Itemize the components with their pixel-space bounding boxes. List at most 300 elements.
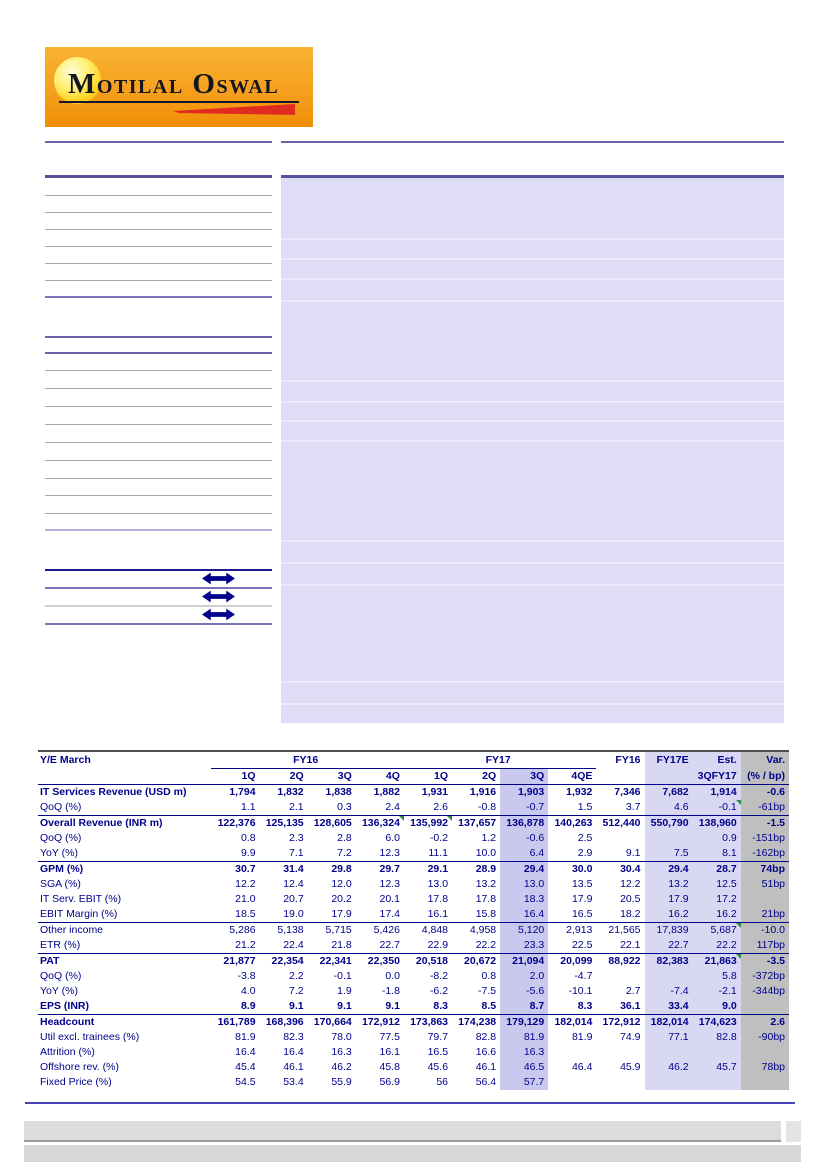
cell-r16-c8: 74.9 (620, 1031, 641, 1043)
cell-r3-c8 (596, 831, 644, 846)
panel-row-line (281, 703, 784, 705)
cell-r6-c2: 12.0 (331, 878, 352, 890)
table-row (38, 1015, 789, 1031)
cell-r1-c3: 2.4 (356, 800, 404, 816)
cell-r3-c1: 2.3 (289, 832, 304, 844)
divider-line (45, 587, 272, 589)
cell-r19-c4: 56 (436, 1076, 449, 1088)
cell-r0-c6: 1,903 (500, 785, 548, 801)
annual-header: Est. (693, 751, 741, 769)
cell-r1-c5: -0.8 (452, 800, 500, 816)
row-label: PAT (40, 955, 60, 967)
cell-r3-c2: 2.8 (337, 832, 352, 844)
cell-r15-c8: 172,912 (602, 1016, 641, 1028)
cell-r14-c4: 8.3 (404, 999, 452, 1015)
cell-r14-c1: 9.1 (260, 999, 308, 1015)
row-label: Fixed Price (%) (40, 1076, 112, 1088)
cell-r8-c11: 21bp (741, 907, 789, 923)
cell-r18-c7: 46.4 (571, 1061, 593, 1073)
cell-r18-c4: 45.6 (427, 1061, 449, 1073)
cell-r4-c6: 6.4 (500, 846, 548, 862)
quarter-header: 3Q (500, 769, 548, 785)
panel-row-line (281, 562, 784, 564)
cell-r14-c7: 8.3 (548, 999, 596, 1015)
cell-r17-c9 (645, 1045, 693, 1060)
cell-r10-c3: 22.7 (356, 938, 404, 954)
cell-r4-c5: 10.0 (452, 846, 500, 862)
cell-r13-c0: 4.0 (240, 985, 256, 997)
cell-r19-c11 (741, 1075, 789, 1090)
cell-r14-c3: 9.1 (356, 999, 404, 1015)
cell-r3-c6: -0.6 (500, 831, 548, 846)
cell-r2-c11: -1.5 (741, 816, 789, 832)
cell-r19-c8 (596, 1075, 644, 1090)
year-group-header: FY17 (404, 751, 596, 769)
cell-r12-c7: -4.7 (574, 970, 593, 982)
row-label: Overall Revenue (INR m) (40, 817, 163, 829)
panel-row-line (281, 440, 784, 442)
cell-r12-c8 (596, 969, 644, 984)
table-row (38, 907, 789, 923)
cell-r0-c1: 1,832 (277, 786, 304, 798)
quarter-header: 2Q (452, 769, 500, 785)
cell-r5-c7: 30.0 (571, 863, 593, 875)
row-label: EBIT Margin (%) (38, 907, 211, 923)
cell-r13-c9: -7.4 (645, 984, 693, 999)
cell-r5-c4: 29.1 (427, 863, 449, 875)
cell-r1-c10: -0.1 (693, 800, 741, 816)
cell-r5-c2: 29.8 (331, 863, 352, 875)
cell-r5-c9: 29.4 (645, 862, 693, 878)
row-label: Other income (40, 924, 104, 936)
cell-r13-c3: -1.8 (381, 985, 400, 997)
divider-line (45, 336, 272, 338)
cell-r9-c11: -10.0 (741, 923, 789, 939)
cell-r17-c3: 16.1 (379, 1046, 400, 1058)
cell-r0-c5: 1,916 (469, 786, 497, 798)
cell-r10-c6: 23.3 (500, 938, 548, 954)
cell-r14-c11 (741, 999, 789, 1015)
cell-r8-c3: 17.4 (356, 907, 404, 923)
row-label: SGA (%) (40, 878, 81, 890)
footer-rule-line (25, 1102, 795, 1104)
cell-r0-c11: -0.6 (741, 785, 789, 801)
cell-r12-c5: 0.8 (481, 970, 497, 982)
row-label: IT Serv. EBIT (%) (40, 893, 122, 905)
row-label: GPM (%) (40, 863, 84, 875)
cell-r11-c2: 22,341 (319, 955, 352, 967)
content-panel (281, 178, 784, 723)
annual-subheader: (% / bp) (741, 769, 789, 785)
logo-text: Motilal Oswal (68, 68, 280, 100)
cell-r10-c0: 21.2 (211, 938, 259, 954)
cell-r3-c7: 2.5 (577, 832, 593, 844)
cell-r11-c11: -3.5 (741, 954, 789, 970)
cell-r9-c0: 5,286 (229, 924, 256, 936)
table-row (38, 984, 789, 999)
divider-line (45, 280, 272, 281)
cell-r9-c4: 4,848 (421, 924, 449, 936)
cell-r7-c7: 17.9 (571, 893, 593, 905)
cell-r9-c7: 2,913 (566, 924, 593, 936)
cell-r5-c10: 28.7 (693, 862, 741, 878)
cell-r8-c10: 16.2 (693, 907, 741, 923)
cell-r13-c2: 1.9 (337, 985, 352, 997)
divider-line (45, 370, 272, 371)
cell-r13-c8: 2.7 (625, 985, 641, 997)
cell-r16-c7: 81.9 (571, 1031, 593, 1043)
cell-r8-c1: 19.0 (260, 907, 308, 923)
cell-r10-c10: 22.2 (693, 938, 741, 954)
cell-r18-c2: 46.2 (331, 1061, 352, 1073)
cell-r8-c0: 18.5 (211, 907, 259, 923)
cell-r1-c2: 0.3 (308, 800, 356, 816)
double-arrow-icon (202, 608, 235, 621)
cell-r8-c7: 16.5 (548, 907, 596, 923)
cell-r7-c0: 21.0 (235, 893, 256, 905)
cell-r11-c8: 88,922 (608, 955, 641, 967)
cell-r3-c0: 0.8 (240, 832, 256, 844)
cell-r10-c8: 22.1 (596, 938, 644, 954)
footer-bar-stub (786, 1121, 801, 1142)
cell-r12-c9 (645, 969, 693, 984)
cell-r6-c8: 12.2 (620, 878, 641, 890)
cell-r15-c2: 170,664 (313, 1016, 352, 1028)
cell-r9-c3: 5,426 (373, 924, 400, 936)
table-row (38, 999, 789, 1015)
logo-swoosh-icon (173, 104, 295, 116)
table-row (38, 923, 789, 939)
row-label: Attrition (%) (40, 1046, 95, 1058)
row-label: EPS (INR) (38, 999, 211, 1015)
cell-r19-c3: 56.9 (379, 1076, 400, 1088)
row-label: QoQ (%) (40, 970, 82, 982)
divider-line (45, 460, 272, 461)
cell-r13-c5: -7.5 (478, 985, 497, 997)
cell-r4-c1: 7.1 (260, 846, 308, 862)
cell-r15-c6: 179,129 (500, 1015, 548, 1031)
table-header-row-quarters (38, 769, 789, 785)
cell-r0-c2: 1,838 (325, 786, 352, 798)
table-row (38, 877, 789, 892)
cell-r1-c1: 2.1 (260, 800, 308, 816)
row-label: QoQ (%) (40, 832, 82, 844)
cell-r13-c1: 7.2 (289, 985, 304, 997)
cell-r11-c4: 20,518 (415, 955, 449, 967)
cell-r14-c2: 9.1 (308, 999, 356, 1015)
cell-r1-c4: 2.6 (404, 800, 452, 816)
cell-r5-c3: 29.7 (379, 863, 400, 875)
cell-r18-c1: 46.1 (283, 1061, 304, 1073)
cell-r2-c1: 125,135 (265, 817, 304, 829)
divider-line (45, 229, 272, 230)
table-row (38, 831, 789, 846)
divider-line (45, 212, 272, 213)
cell-r5-c5: 28.9 (475, 863, 497, 875)
cell-r16-c10: 82.8 (693, 1030, 741, 1045)
cell-r11-c3: 22,350 (367, 955, 400, 967)
panel-row-line (281, 258, 784, 260)
cell-r12-c2: -0.1 (333, 970, 352, 982)
divider-line (45, 569, 272, 571)
cell-r14-c5: 8.5 (452, 999, 500, 1015)
divider-line (45, 195, 272, 196)
cell-r2-c6: 136,878 (500, 816, 548, 832)
cell-r17-c8 (596, 1045, 644, 1060)
panel-row-line (281, 584, 784, 586)
cell-r13-c4: -6.2 (429, 985, 449, 997)
divider-line (45, 478, 272, 479)
cell-r18-c10: 45.7 (693, 1060, 741, 1075)
cell-r9-c1: 5,138 (277, 924, 304, 936)
row-label: QoQ (%) (38, 800, 211, 816)
divider-line (45, 623, 272, 625)
cell-r0-c7: 1,932 (566, 786, 593, 798)
cell-r2-c8: 512,440 (602, 817, 641, 829)
cell-r16-c11: -90bp (741, 1030, 789, 1045)
cell-r10-c1: 22.4 (260, 938, 308, 954)
panel-row-line (281, 300, 784, 302)
panel-row-line (281, 380, 784, 382)
cell-r18-c3: 45.8 (379, 1061, 400, 1073)
row-label: YoY (%) (38, 846, 211, 862)
cell-r7-c8: 20.5 (620, 893, 641, 905)
cell-r7-c10: 17.2 (693, 892, 741, 907)
cell-r8-c4: 16.1 (404, 907, 452, 923)
annual-header: FY16 (615, 753, 641, 766)
row-label: Headcount (40, 1016, 95, 1028)
cell-r16-c6: 81.9 (500, 1030, 548, 1045)
divider-line (45, 495, 272, 496)
cell-r9-c6: 5,120 (500, 923, 548, 939)
cell-r4-c0: 9.9 (211, 846, 259, 862)
cell-r0-c3: 1,882 (373, 786, 400, 798)
quarter-header: 1Q (211, 769, 259, 785)
cell-r19-c0: 54.5 (235, 1076, 256, 1088)
cell-r12-c0: -3.8 (237, 970, 256, 982)
cell-r15-c5: 174,238 (458, 1016, 497, 1028)
cell-r19-c2: 55.9 (331, 1076, 352, 1088)
double-arrow-icon (202, 572, 235, 585)
cell-r6-c0: 12.2 (235, 878, 256, 890)
cell-r2-c7: 140,263 (554, 817, 593, 829)
cell-r10-c9: 22.7 (645, 938, 693, 954)
cell-r18-c0: 45.4 (235, 1061, 256, 1073)
cell-r2-c0: 122,376 (217, 817, 256, 829)
table-row (38, 1030, 789, 1045)
cell-r17-c6: 16.3 (500, 1045, 548, 1060)
cell-r15-c0: 161,789 (217, 1016, 256, 1028)
cell-r8-c6: 16.4 (500, 907, 548, 923)
double-arrow-icon (202, 590, 235, 603)
cell-r7-c4: 17.8 (427, 893, 449, 905)
divider-line (45, 529, 272, 531)
cell-r19-c5: 56.4 (475, 1076, 497, 1088)
cell-r10-c5: 22.2 (452, 938, 500, 954)
divider-line (45, 513, 272, 514)
cell-r6-c9: 13.2 (645, 877, 693, 892)
cell-r3-c5: 1.2 (481, 832, 497, 844)
cell-r4-c9: 7.5 (645, 846, 693, 862)
cell-r6-c11: 51bp (741, 877, 789, 892)
cell-r12-c4: -8.2 (429, 970, 449, 982)
cell-r3-c10: 0.9 (693, 831, 741, 846)
cell-r18-c6: 46.5 (500, 1060, 548, 1075)
cell-r17-c4: 16.5 (427, 1046, 449, 1058)
cell-r17-c0: 16.4 (235, 1046, 256, 1058)
divider-line (45, 424, 272, 425)
cell-r17-c11 (741, 1045, 789, 1060)
panel-row-line (281, 540, 784, 542)
row-label: ETR (%) (38, 938, 211, 954)
cell-r4-c11: -162bp (741, 846, 789, 862)
cell-r4-c8: 9.1 (596, 846, 644, 862)
table-row (38, 1075, 789, 1090)
cell-r13-c11: -344bp (741, 984, 789, 999)
quarter-header: 1Q (404, 769, 452, 785)
cell-r3-c3: 6.0 (385, 832, 400, 844)
cell-r12-c6: 2.0 (500, 969, 548, 984)
cell-r0-c8: 7,346 (614, 786, 641, 798)
cell-r11-c9: 82,383 (645, 954, 693, 970)
cell-r6-c5: 13.2 (475, 878, 497, 890)
cell-r9-c9: 17,839 (645, 923, 693, 939)
cell-r18-c11: 78bp (741, 1060, 789, 1075)
quarter-header: 3Q (308, 769, 356, 785)
cell-r6-c6: 13.0 (500, 877, 548, 892)
logo-underline (59, 101, 299, 103)
cell-r9-c10: 5,687 (693, 923, 741, 939)
row-label: Util excl. trainees (%) (40, 1031, 140, 1043)
cell-r19-c7 (548, 1075, 596, 1090)
cell-r11-c1: 22,354 (271, 955, 304, 967)
cell-r9-c8: 21,565 (608, 924, 641, 936)
cell-r16-c2: 78.0 (331, 1031, 352, 1043)
cell-r11-c0: 21,877 (223, 955, 256, 967)
divider-line (281, 141, 784, 143)
cell-r15-c1: 168,396 (265, 1016, 304, 1028)
divider-line (45, 605, 272, 607)
cell-r19-c1: 53.4 (283, 1076, 304, 1088)
cell-r8-c2: 17.9 (308, 907, 356, 923)
cell-r15-c4: 173,863 (410, 1016, 449, 1028)
year-group-header: FY16 (211, 751, 403, 769)
cell-r16-c0: 81.9 (235, 1031, 256, 1043)
divider-line (45, 175, 272, 178)
cell-r14-c10: 9.0 (693, 999, 741, 1015)
cell-r3-c9 (645, 831, 693, 846)
cell-r13-c10: -2.1 (693, 984, 741, 999)
cell-r19-c9 (645, 1075, 693, 1090)
cell-r7-c9: 17.9 (645, 892, 693, 907)
cell-r18-c9: 46.2 (645, 1060, 693, 1075)
divider-line (45, 263, 272, 264)
annual-subheader (645, 769, 693, 785)
divider-line (45, 141, 272, 143)
cell-r5-c11: 74bp (741, 862, 789, 878)
cell-r14-c8: 36.1 (596, 999, 644, 1015)
cell-r10-c4: 22.9 (404, 938, 452, 954)
annual-header: Var. (741, 751, 789, 769)
table-row (38, 846, 789, 862)
cell-r10-c11: 117bp (741, 938, 789, 954)
cell-r3-c4: -0.2 (429, 832, 449, 844)
cell-r16-c5: 82.8 (475, 1031, 497, 1043)
cell-r15-c10: 174,623 (693, 1015, 741, 1031)
table-row (38, 954, 789, 970)
cell-r6-c10: 12.5 (693, 877, 741, 892)
cell-r12-c1: 2.2 (289, 970, 304, 982)
table-row (38, 1045, 789, 1060)
cell-r16-c3: 77.5 (379, 1031, 400, 1043)
cell-r18-c8: 45.9 (620, 1061, 641, 1073)
cell-r6-c4: 13.0 (427, 878, 449, 890)
cell-r1-c6: -0.7 (500, 800, 548, 816)
cell-r18-c5: 46.1 (475, 1061, 497, 1073)
footer-disclaimer-bar (24, 1121, 781, 1142)
cell-r5-c1: 31.4 (283, 863, 304, 875)
cell-r7-c1: 20.7 (283, 893, 304, 905)
table-row (38, 1060, 789, 1075)
cell-r8-c8: 18.2 (596, 907, 644, 923)
cell-r11-c6: 21,094 (500, 954, 548, 970)
cell-r2-c10: 138,960 (693, 816, 741, 832)
table-row (38, 785, 789, 801)
cell-r13-c7: -10.1 (568, 985, 593, 997)
divider-line (45, 296, 272, 298)
panel-row-line (281, 420, 784, 422)
cell-r13-c6: -5.6 (500, 984, 548, 999)
quarter-header: 2Q (260, 769, 308, 785)
cell-r12-c10: 5.8 (693, 969, 741, 984)
cell-r0-c4: 1,931 (421, 786, 449, 798)
cell-r9-c2: 5,715 (325, 924, 352, 936)
annual-subheader: 3QFY17 (693, 769, 741, 785)
divider-line (45, 442, 272, 443)
cell-r4-c3: 12.3 (356, 846, 404, 862)
corner-label: Y/E March (40, 753, 91, 766)
cell-r17-c2: 16.3 (331, 1046, 352, 1058)
cell-r4-c10: 8.1 (693, 846, 741, 862)
cell-r1-c7: 1.5 (548, 800, 596, 816)
cell-r16-c4: 79.7 (427, 1031, 449, 1043)
table-row (38, 969, 789, 984)
cell-r4-c2: 7.2 (308, 846, 356, 862)
table-row (38, 862, 789, 878)
cell-r16-c9: 77.1 (645, 1030, 693, 1045)
cell-r1-c9: 4.6 (645, 800, 693, 816)
cell-r5-c0: 30.7 (235, 863, 256, 875)
cell-r14-c9: 33.4 (645, 999, 693, 1015)
panel-row-line (281, 681, 784, 683)
cell-r2-c9: 550,790 (645, 816, 693, 832)
cell-r15-c9: 182,014 (645, 1015, 693, 1031)
cell-r0-c9: 7,682 (645, 785, 693, 801)
cell-r12-c11: -372bp (741, 969, 789, 984)
table-row (38, 816, 789, 832)
cell-r12-c3: 0.0 (385, 970, 400, 982)
panel-row-line (281, 401, 784, 403)
cell-r11-c7: 20,099 (560, 955, 593, 967)
cell-r2-c2: 128,605 (313, 817, 352, 829)
footer-address-bar (24, 1145, 801, 1162)
cell-r2-c5: 137,657 (458, 817, 497, 829)
panel-row-line (281, 238, 784, 240)
cell-r4-c7: 2.9 (548, 846, 596, 862)
cell-r19-c6: 57.7 (500, 1075, 548, 1090)
cell-r14-c6: 8.7 (500, 999, 548, 1015)
cell-r6-c7: 13.5 (571, 878, 593, 890)
